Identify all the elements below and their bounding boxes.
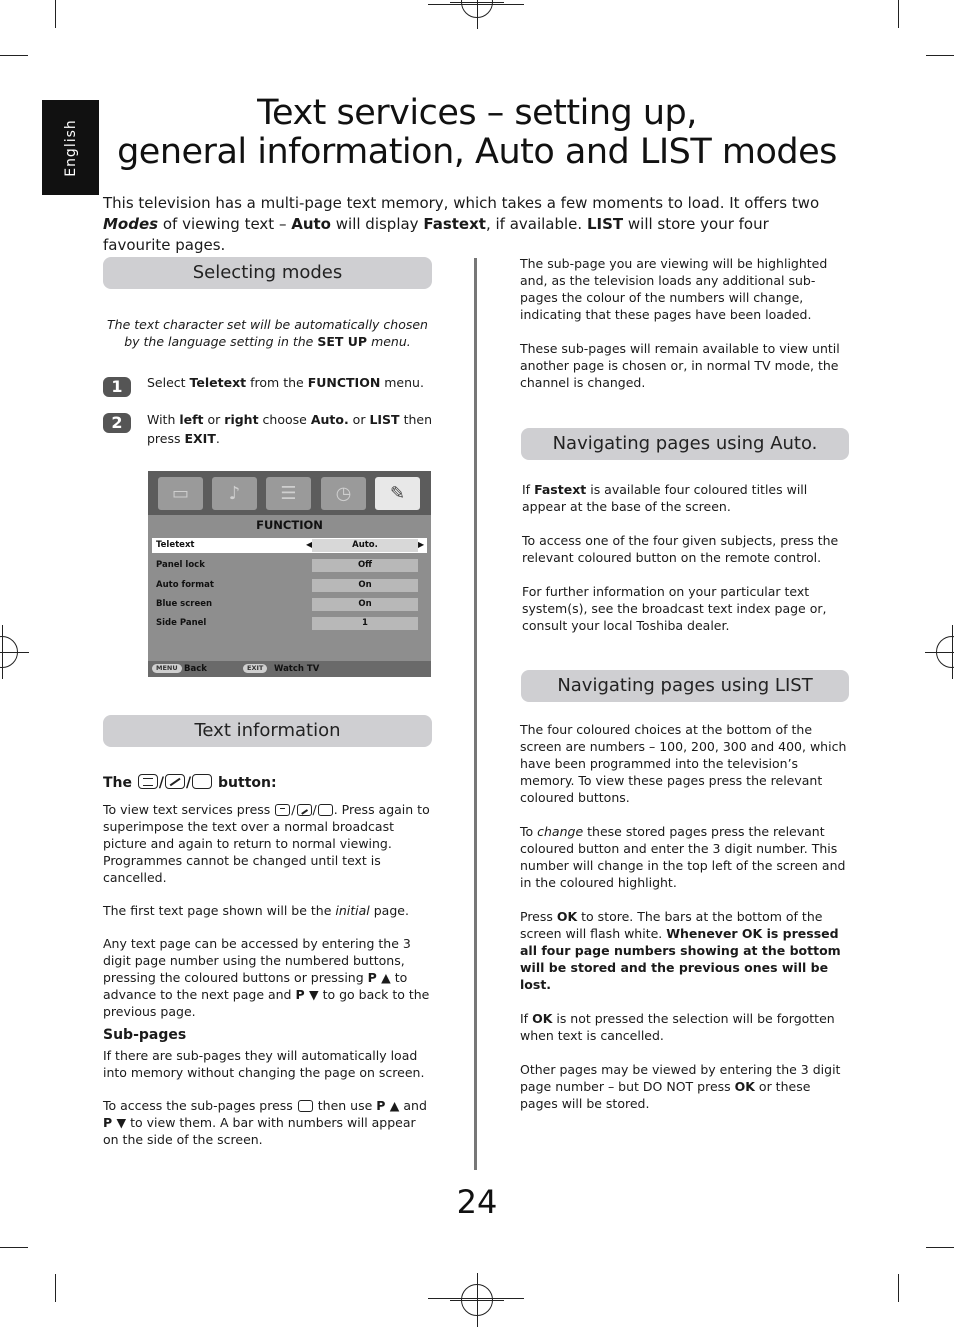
step-1-text <box>147 373 437 392</box>
body-text: or these pages will be stored. <box>520 1079 811 1111</box>
subpage-paragraph-1: The sub-page you are viewing will be highlighted and, as the television loads any additional sub-pages the colour of the numbers will change, indicating that these pages have been loaded. <box>520 256 828 322</box>
text-info-paragraph-1: To view text services press / / . Press again to superimpose the text over a normal broadcast picture and again to return to normal viewing. Programmes cannot be changed until text is cancelled. <box>103 802 430 885</box>
note-setup: SET UP <box>317 334 368 349</box>
step-text: or <box>203 412 225 427</box>
list-paragraph-3 <box>520 908 852 993</box>
function-menu-screen <box>148 471 431 677</box>
character-set-note <box>103 316 432 350</box>
step-text: choose <box>258 412 311 427</box>
body-bold: P ▲ <box>367 970 391 985</box>
menu-row-auto-format[interactable] <box>152 578 427 593</box>
body-text: to view them. A bar with numbers will appear on the side of the screen. <box>103 1115 416 1147</box>
body-bold: P ▼ <box>103 1115 127 1130</box>
menu-row-blue-screen[interactable] <box>152 597 427 612</box>
step-2-text <box>147 410 437 448</box>
exit-key: EXIT <box>243 664 267 673</box>
step-text: With <box>147 412 180 427</box>
text-button-icon <box>275 804 290 816</box>
button-title-text: The <box>103 775 137 791</box>
intro-text: of viewing text – <box>158 215 292 233</box>
menu-row-panel-lock[interactable] <box>152 558 427 573</box>
list-paragraph-1: The four coloured choices at the bottom of the screen are numbers – 100, 200, 300 and 400, which have been programmed into the television’s memory. To view these pages press the relevant coloured buttons. <box>520 722 847 805</box>
menu-row-value: On <box>312 579 418 592</box>
clock-icon[interactable]: ◷ <box>321 477 366 510</box>
registration-mark <box>461 0 493 18</box>
step-bold: LIST <box>369 412 400 427</box>
intro-fastext: Fastext <box>423 215 486 233</box>
body-text: If <box>520 1011 533 1026</box>
navigating-auto-heading-text: Navigating pages using Auto. <box>552 433 818 454</box>
subpage-button-icon <box>298 1100 313 1112</box>
body-text: If <box>522 482 535 497</box>
step-bold: right <box>224 412 259 427</box>
step-number-2: 2 <box>103 413 131 433</box>
step-bold: Auto. <box>310 412 349 427</box>
body-bold: Fastext <box>534 482 587 497</box>
auto-paragraph-3: For further information on your particular text system(s), see the broadcast text index page or, consult your local Toshiba dealer. <box>522 584 827 633</box>
menu-row-label: Side Panel <box>156 618 207 628</box>
body-text: then use <box>313 1098 377 1113</box>
menu-footer <box>148 661 431 677</box>
registration-mark <box>461 1284 493 1316</box>
body-text: page. <box>369 903 409 918</box>
navigating-list-heading-text: Navigating pages using LIST <box>557 675 813 696</box>
selecting-modes-heading-text: Selecting modes <box>192 262 343 283</box>
back-label[interactable]: Back <box>184 664 207 674</box>
intro-list: LIST <box>586 215 624 233</box>
step-text: . <box>215 431 220 446</box>
body-text: To view text services press <box>103 802 275 817</box>
menu-title: FUNCTION <box>256 518 323 532</box>
body-bold: OK <box>532 1011 553 1026</box>
auto-paragraph-1 <box>522 481 852 515</box>
body-text: is not pressed the selection will be forgotten when text is cancelled. <box>520 1011 835 1043</box>
arrow-right-icon[interactable]: ▶ <box>418 540 425 549</box>
auto-body <box>522 481 852 634</box>
step-bold: FUNCTION <box>307 375 381 390</box>
menu-row-value: On <box>312 598 418 611</box>
text-info-paragraph-2 <box>103 902 435 919</box>
text-info-paragraph-3 <box>103 935 435 1020</box>
body-text: to store. The bars at the bottom of the screen will flash white. <box>520 909 823 941</box>
mix-button-icon <box>297 804 312 816</box>
intro-modes: Modes <box>103 215 159 233</box>
body-text: to advance to the next page and <box>103 970 408 1002</box>
note-text: The text character set will be automatically chosen by the language setting in the <box>107 317 428 349</box>
menu-row-label: Panel lock <box>156 560 205 570</box>
registration-mark <box>0 636 18 668</box>
auto-paragraph-2: To access one of the four given subjects, press the relevant coloured button on the remote control. <box>522 533 839 565</box>
text-info-body <box>103 801 435 1148</box>
menu-row-teletext[interactable] <box>152 538 427 553</box>
body-text: Press <box>520 909 557 924</box>
step-text: Select <box>147 375 190 390</box>
subpage-paragraph-2: These sub-pages will remain available to view until another page is chosen or, in normal TV mode, the channel is changed. <box>520 341 840 390</box>
wrench-icon[interactable]: ✎ <box>375 477 420 510</box>
body-italic: change <box>537 824 584 839</box>
music-note-icon[interactable]: ♪ <box>212 477 257 510</box>
menu-row-label: Teletext <box>156 540 195 550</box>
menu-row-value: Auto. <box>312 539 418 552</box>
menu-row-value: Off <box>312 559 418 572</box>
body-text: and <box>399 1098 427 1113</box>
step-bold: Teletext <box>189 375 247 390</box>
selecting-modes-heading <box>103 257 432 289</box>
tv-icon[interactable]: ▭ <box>158 477 203 510</box>
navigating-auto-heading <box>521 428 849 460</box>
tv-button-icon <box>192 774 212 789</box>
text-information-heading <box>103 715 432 747</box>
arrow-left-icon[interactable]: ◀ <box>306 540 313 549</box>
body-text: these stored pages press the relevant coloured button and enter the 3 digit number. This number will change in the top left of the screen and in the coloured highlight. <box>520 824 846 890</box>
menu-row-value: 1 <box>312 617 418 630</box>
navigating-list-heading <box>521 670 849 702</box>
body-text: . Press again to superimpose the text over a normal broadcast picture and again to return to normal viewing. Programmes cannot be changed until text is cancelled. <box>103 802 430 885</box>
menu-row-side-panel[interactable] <box>152 616 427 631</box>
intro-text: will store your four favourite pages. <box>103 215 769 254</box>
body-bold: P ▲ <box>376 1098 400 1113</box>
body-text: Any text page can be accessed by entering the 3 digit page number using the numbered buttons, pressing the coloured buttons or pressing <box>103 936 411 985</box>
subpage-info <box>520 255 852 391</box>
body-bold: OK <box>556 909 578 924</box>
language-tab <box>42 100 99 195</box>
menu-row-label: Auto format <box>156 580 214 590</box>
intro-text: This television has a multi-page text memory, which takes a few moments to load. It offers two <box>103 194 820 212</box>
crop-mark <box>926 1247 954 1248</box>
mix-button-icon <box>165 774 185 789</box>
sliders-icon[interactable]: ☰ <box>266 477 311 510</box>
tv-button-icon <box>318 804 333 816</box>
column-divider <box>474 258 477 1170</box>
list-paragraph-2 <box>520 823 852 891</box>
body-text: to go back to the previous page. <box>103 987 430 1019</box>
note-text: menu. <box>367 334 411 349</box>
button-title: The / / button: <box>103 775 277 791</box>
step-bold: EXIT <box>184 431 216 446</box>
step-text: or <box>348 412 370 427</box>
step-text: from the <box>246 375 308 390</box>
text-information-heading-text: Text information <box>194 720 341 741</box>
text-button-icon <box>138 774 158 789</box>
crop-mark <box>55 0 56 28</box>
list-paragraph-5 <box>520 1061 852 1112</box>
text-info-paragraph-5 <box>103 1097 435 1148</box>
text-info-paragraph-4: If there are sub-pages they will automatically load into memory without changing the page on screen. <box>103 1048 425 1080</box>
step-bold: left <box>179 412 204 427</box>
intro-paragraph <box>103 193 833 256</box>
body-text: To access the sub-pages press <box>103 1098 297 1113</box>
watch-tv-label[interactable]: Watch TV <box>274 664 320 674</box>
body-text: Other pages may be viewed by entering the 3 digit page number – but DO NOT press <box>520 1062 841 1094</box>
body-italic: initial <box>335 903 370 918</box>
step-text: then press <box>147 412 433 446</box>
language-tab-label: English <box>62 118 79 177</box>
page-number: 24 <box>456 1183 498 1221</box>
title-line-1: Text services – setting up, <box>257 93 697 133</box>
body-bold: P ▼ <box>295 987 319 1002</box>
body-text: The first text page shown will be the <box>103 903 336 918</box>
menu-key: MENU <box>152 664 182 673</box>
menu-row-label: Blue screen <box>156 599 213 609</box>
body-bold: OK <box>734 1079 755 1094</box>
sub-pages-heading: Sub-pages <box>103 1027 187 1043</box>
menu-icon-bar <box>148 471 431 515</box>
step-number-1: 1 <box>103 377 131 397</box>
crop-mark <box>898 0 899 28</box>
body-text: is available four coloured titles will appear at the base of the screen. <box>522 482 808 514</box>
crop-mark <box>926 55 954 56</box>
crop-mark <box>55 1274 56 1302</box>
step-text: menu. <box>380 375 424 390</box>
list-body <box>520 721 852 1112</box>
intro-auto: Auto <box>291 215 331 233</box>
title-line-2: general information, Auto and LIST modes <box>117 132 837 172</box>
intro-text: , if available. <box>485 215 587 233</box>
button-title-text: button: <box>213 775 277 791</box>
body-bold: Whenever OK is pressed all four page numbers showing at the bottom will be stored and the previous ones will be lost. <box>520 926 841 992</box>
page-title <box>100 94 854 172</box>
crop-mark <box>898 1274 899 1302</box>
body-text: To <box>520 824 538 839</box>
intro-text: will display <box>330 215 424 233</box>
crop-mark <box>0 1247 28 1248</box>
crop-mark <box>0 55 28 56</box>
list-paragraph-4 <box>520 1010 852 1044</box>
registration-mark <box>936 636 954 668</box>
